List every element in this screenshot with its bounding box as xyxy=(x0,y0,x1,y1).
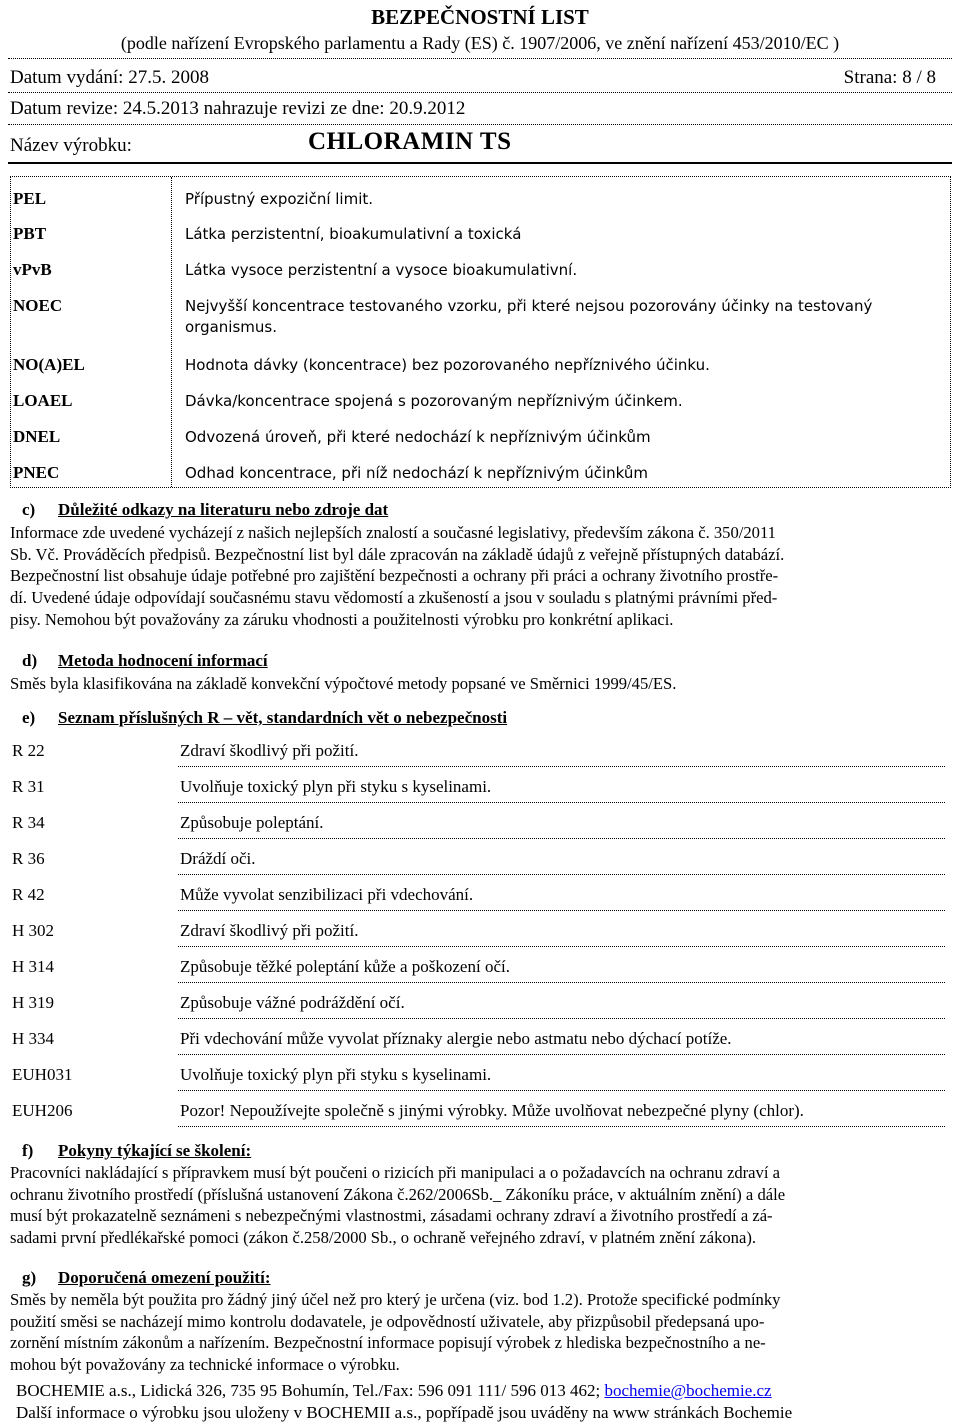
phrase-code: H 319 xyxy=(12,993,55,1012)
issue-date: Datum vydání: 27.5. 2008 xyxy=(10,67,209,88)
phrase-code: H 334 xyxy=(12,1029,55,1048)
abbreviation-value: Odhad koncentrace, při níž nedochází k nepříznivým účinkům xyxy=(185,464,649,482)
list-item xyxy=(10,1025,945,1055)
list-item xyxy=(10,953,945,983)
row-divider xyxy=(178,910,945,911)
document-title: BEZPEČNOSTNÍ LIST xyxy=(371,5,589,29)
abbreviation-key: DNEL xyxy=(13,427,61,446)
phrase-code: R 42 xyxy=(12,885,45,904)
footer-company xyxy=(16,1380,772,1402)
phrase-code: R 22 xyxy=(12,741,45,760)
text-line: ochranu životního prostředí (příslušná ustanovení Zákona č.262/2006Sb._ Zákoníku práce, v aktuálním znění) a dále xyxy=(10,1184,786,1204)
header-divider xyxy=(8,58,952,59)
page-number: Strana: 8 / 8 xyxy=(843,67,936,88)
row-divider xyxy=(178,766,945,767)
list-item xyxy=(10,989,945,1019)
section-d-text xyxy=(10,673,948,695)
row-divider xyxy=(178,946,945,947)
section-e-heading xyxy=(22,708,507,728)
abbreviation-key: NO(A)EL xyxy=(13,355,85,374)
section-d-heading xyxy=(22,651,268,671)
row-divider xyxy=(178,874,945,875)
section-g-text xyxy=(10,1289,948,1376)
phrase-text: Pozor! Nepoužívejte společně s jinými výrobky. Může uvolňovat nebezpečné plyny (chlor). xyxy=(180,1101,804,1120)
list-item xyxy=(10,809,945,839)
phrase-text: Při vdechování může vyvolat příznaky alergie nebo astmatu nebo dýchací potíže. xyxy=(180,1029,732,1048)
list-item xyxy=(10,881,945,911)
phrase-code: H 314 xyxy=(12,957,55,976)
abbreviations-table xyxy=(10,176,951,488)
phrase-code: EUH031 xyxy=(12,1065,73,1084)
section-title: Doporučená omezení použití: xyxy=(58,1268,271,1287)
text-line: mohou být považovány za technické informace o výrobku. xyxy=(10,1355,400,1375)
header-product-row xyxy=(10,130,950,160)
header-divider xyxy=(8,162,952,164)
text-line: dí. Uvedené údaje odpovídají současnému stavu vědomostí a zkušeností a jsou v souladu s platnými právními před- xyxy=(10,588,778,608)
abbreviation-value: Dávka/koncentrace spojená s pozorovaným nepříznivým účinkem. xyxy=(185,392,683,410)
section-g-heading xyxy=(22,1268,270,1288)
section-number: c) xyxy=(22,500,36,519)
section-title: Seznam příslušných R – vět, standardních vět o nebezpečnosti xyxy=(58,708,508,727)
header-divider xyxy=(8,92,952,93)
phrase-text: Uvolňuje toxický plyn při styku s kyselinami. xyxy=(180,777,492,796)
section-number: g) xyxy=(22,1268,37,1287)
phrase-code: R 31 xyxy=(12,777,45,796)
text-line: Směs by neměla být použita pro žádný jiný účel než pro který je určena (viz. bod 1.2). Protože specifické podmínky xyxy=(10,1290,781,1309)
abbreviation-value: Látka vysoce perzistentní a vysoce bioakumulativní. xyxy=(185,261,578,279)
product-label: Název výrobku: xyxy=(10,135,132,156)
abbreviation-key: PBT xyxy=(13,224,47,243)
phrase-code: R 36 xyxy=(12,849,45,868)
abbreviation-value: Látka perzistentní, bioakumulativní a toxická xyxy=(185,225,522,243)
list-item xyxy=(10,773,945,803)
text-line: Bezpečnostní list obsahuje údaje potřebné pro zajištění bezpečnosti a ochrany při práci a ochrany životního prostře- xyxy=(10,566,779,586)
revision-date: Datum revize: 24.5.2013 nahrazuje revizi ze dne: 20.9.2012 xyxy=(10,98,466,119)
list-item xyxy=(10,1061,945,1091)
row-divider xyxy=(178,1054,945,1055)
footer-more-info: Další informace o výrobku jsou uloženy v BOCHEMII a.s., popřípadě jsou uváděny na www stránkách Bochemie xyxy=(16,1403,793,1422)
header-revision-row xyxy=(10,97,950,121)
section-f-text xyxy=(10,1162,948,1249)
phrase-code: R 34 xyxy=(12,813,45,832)
row-divider xyxy=(178,1126,945,1127)
phrase-text: Způsobuje poleptání. xyxy=(180,813,324,832)
row-divider xyxy=(178,802,945,803)
list-item xyxy=(10,917,945,947)
text-line: Informace zde uvedené vycházejí z našich nejlepších znalostí a současné legislativy, především zákona č. 350/2011 xyxy=(10,523,776,542)
abbreviation-key: NOEC xyxy=(13,296,63,315)
row-divider xyxy=(178,838,945,839)
phrase-text: Uvolňuje toxický plyn při styku s kyselinami. xyxy=(180,1065,492,1084)
section-f-heading xyxy=(22,1141,251,1161)
document-subtitle: (podle nařízení Evropského parlamentu a Rady (ES) č. 1907/2006, ve znění nařízení 453/2010/EC ) xyxy=(120,33,840,53)
abbreviation-key: LOAEL xyxy=(13,391,73,410)
phrase-code: EUH206 xyxy=(12,1101,73,1120)
product-name: CHLORAMIN TS xyxy=(308,128,512,155)
row-divider xyxy=(178,1018,945,1019)
text-line: musí být prokazatelně seznámeni s nebezpečnými vlastnostmi, zásadami ochrany zdraví a životního prostředí a zá- xyxy=(10,1206,773,1226)
abbreviation-value: Přípustný expoziční limit. xyxy=(185,190,374,208)
text-line: zornění místním zákonům a nařízením. Bezpečnostní informace popisují výrobek z hlediska bezpečnostního a ne- xyxy=(10,1333,766,1353)
abbreviation-value: Nejvyšší koncentrace testovaného vzorku, při které nejsou pozorovány účinky na testovaný organismus. xyxy=(185,297,873,336)
table-column-divider xyxy=(171,177,172,487)
text-line: Směs byla klasifikována na základě konvekční výpočtové metody popsané ve Směrnici 1999/45/ES. xyxy=(10,674,677,693)
abbreviation-key: PNEC xyxy=(13,463,60,482)
list-item xyxy=(10,845,945,875)
abbreviation-value: Hodnota dávky (koncentrace) bez pozorovaného nepříznivého účinku. xyxy=(185,356,710,374)
email-link[interactable]: bochemie@bochemie.cz xyxy=(604,1381,772,1400)
text-line: Sb. Vč. Prováděcích předpisů. Bezpečnostní list byl dále zpracován na základě údajů z veřejně přístupných databází. xyxy=(10,544,785,564)
section-c-text xyxy=(10,522,948,631)
phrase-text: Zdraví škodlivý při požití. xyxy=(180,921,359,940)
header-divider xyxy=(8,124,952,125)
section-title: Metoda hodnocení informací xyxy=(58,651,268,670)
text-line: použití směsi se nacházejí mimo kontrolu dodavatele, je odpovědností uživatele, aby přizpůsobil předepsaná upo- xyxy=(10,1311,765,1331)
company-address: BOCHEMIE a.s., Lidická 326, 735 95 Bohumín, Tel./Fax: 596 091 111/ 596 013 462; xyxy=(16,1381,605,1400)
section-title: Důležité odkazy na literaturu nebo zdroje dat xyxy=(58,500,389,519)
phrase-text: Dráždí oči. xyxy=(180,849,256,868)
header-issue-row xyxy=(10,66,950,90)
text-line: pisy. Nemohou být považovány za záruku vhodnosti a použitelnosti výrobku pro konkrétní aplikaci. xyxy=(10,609,674,629)
text-line: sadami první předlékařské pomoci (zákon č.258/2000 Sb., o ochraně veřejného zdraví, v platném znění zákona). xyxy=(10,1228,756,1248)
phrase-code: H 302 xyxy=(12,921,55,940)
phrase-text: Může vyvolat senzibilizaci při vdechování. xyxy=(180,885,474,904)
section-number: d) xyxy=(22,651,38,670)
row-divider xyxy=(178,982,945,983)
phrase-text: Způsobuje vážné podráždění očí. xyxy=(180,993,405,1012)
phrase-text: Zdraví škodlivý při požití. xyxy=(180,741,359,760)
row-divider xyxy=(178,1090,945,1091)
phrase-text: Způsobuje těžké poleptání kůže a poškození očí. xyxy=(180,957,510,976)
section-number: f) xyxy=(22,1141,34,1160)
text-line: Pracovníci nakládající s přípravkem musí být poučeni o rizicích při manipulaci a o požadavcích na ochranu zdraví a xyxy=(10,1163,780,1182)
section-number: e) xyxy=(22,708,36,727)
list-item xyxy=(10,1097,945,1127)
abbreviation-key: PEL xyxy=(13,189,47,208)
abbreviation-value: Odvozená úroveň, při které nedochází k nepříznivým účinkům xyxy=(185,428,651,446)
section-c-heading xyxy=(22,500,388,520)
section-title: Pokyny týkající se školení: xyxy=(58,1141,252,1160)
abbreviation-key: vPvB xyxy=(13,260,52,279)
list-item xyxy=(10,737,945,767)
